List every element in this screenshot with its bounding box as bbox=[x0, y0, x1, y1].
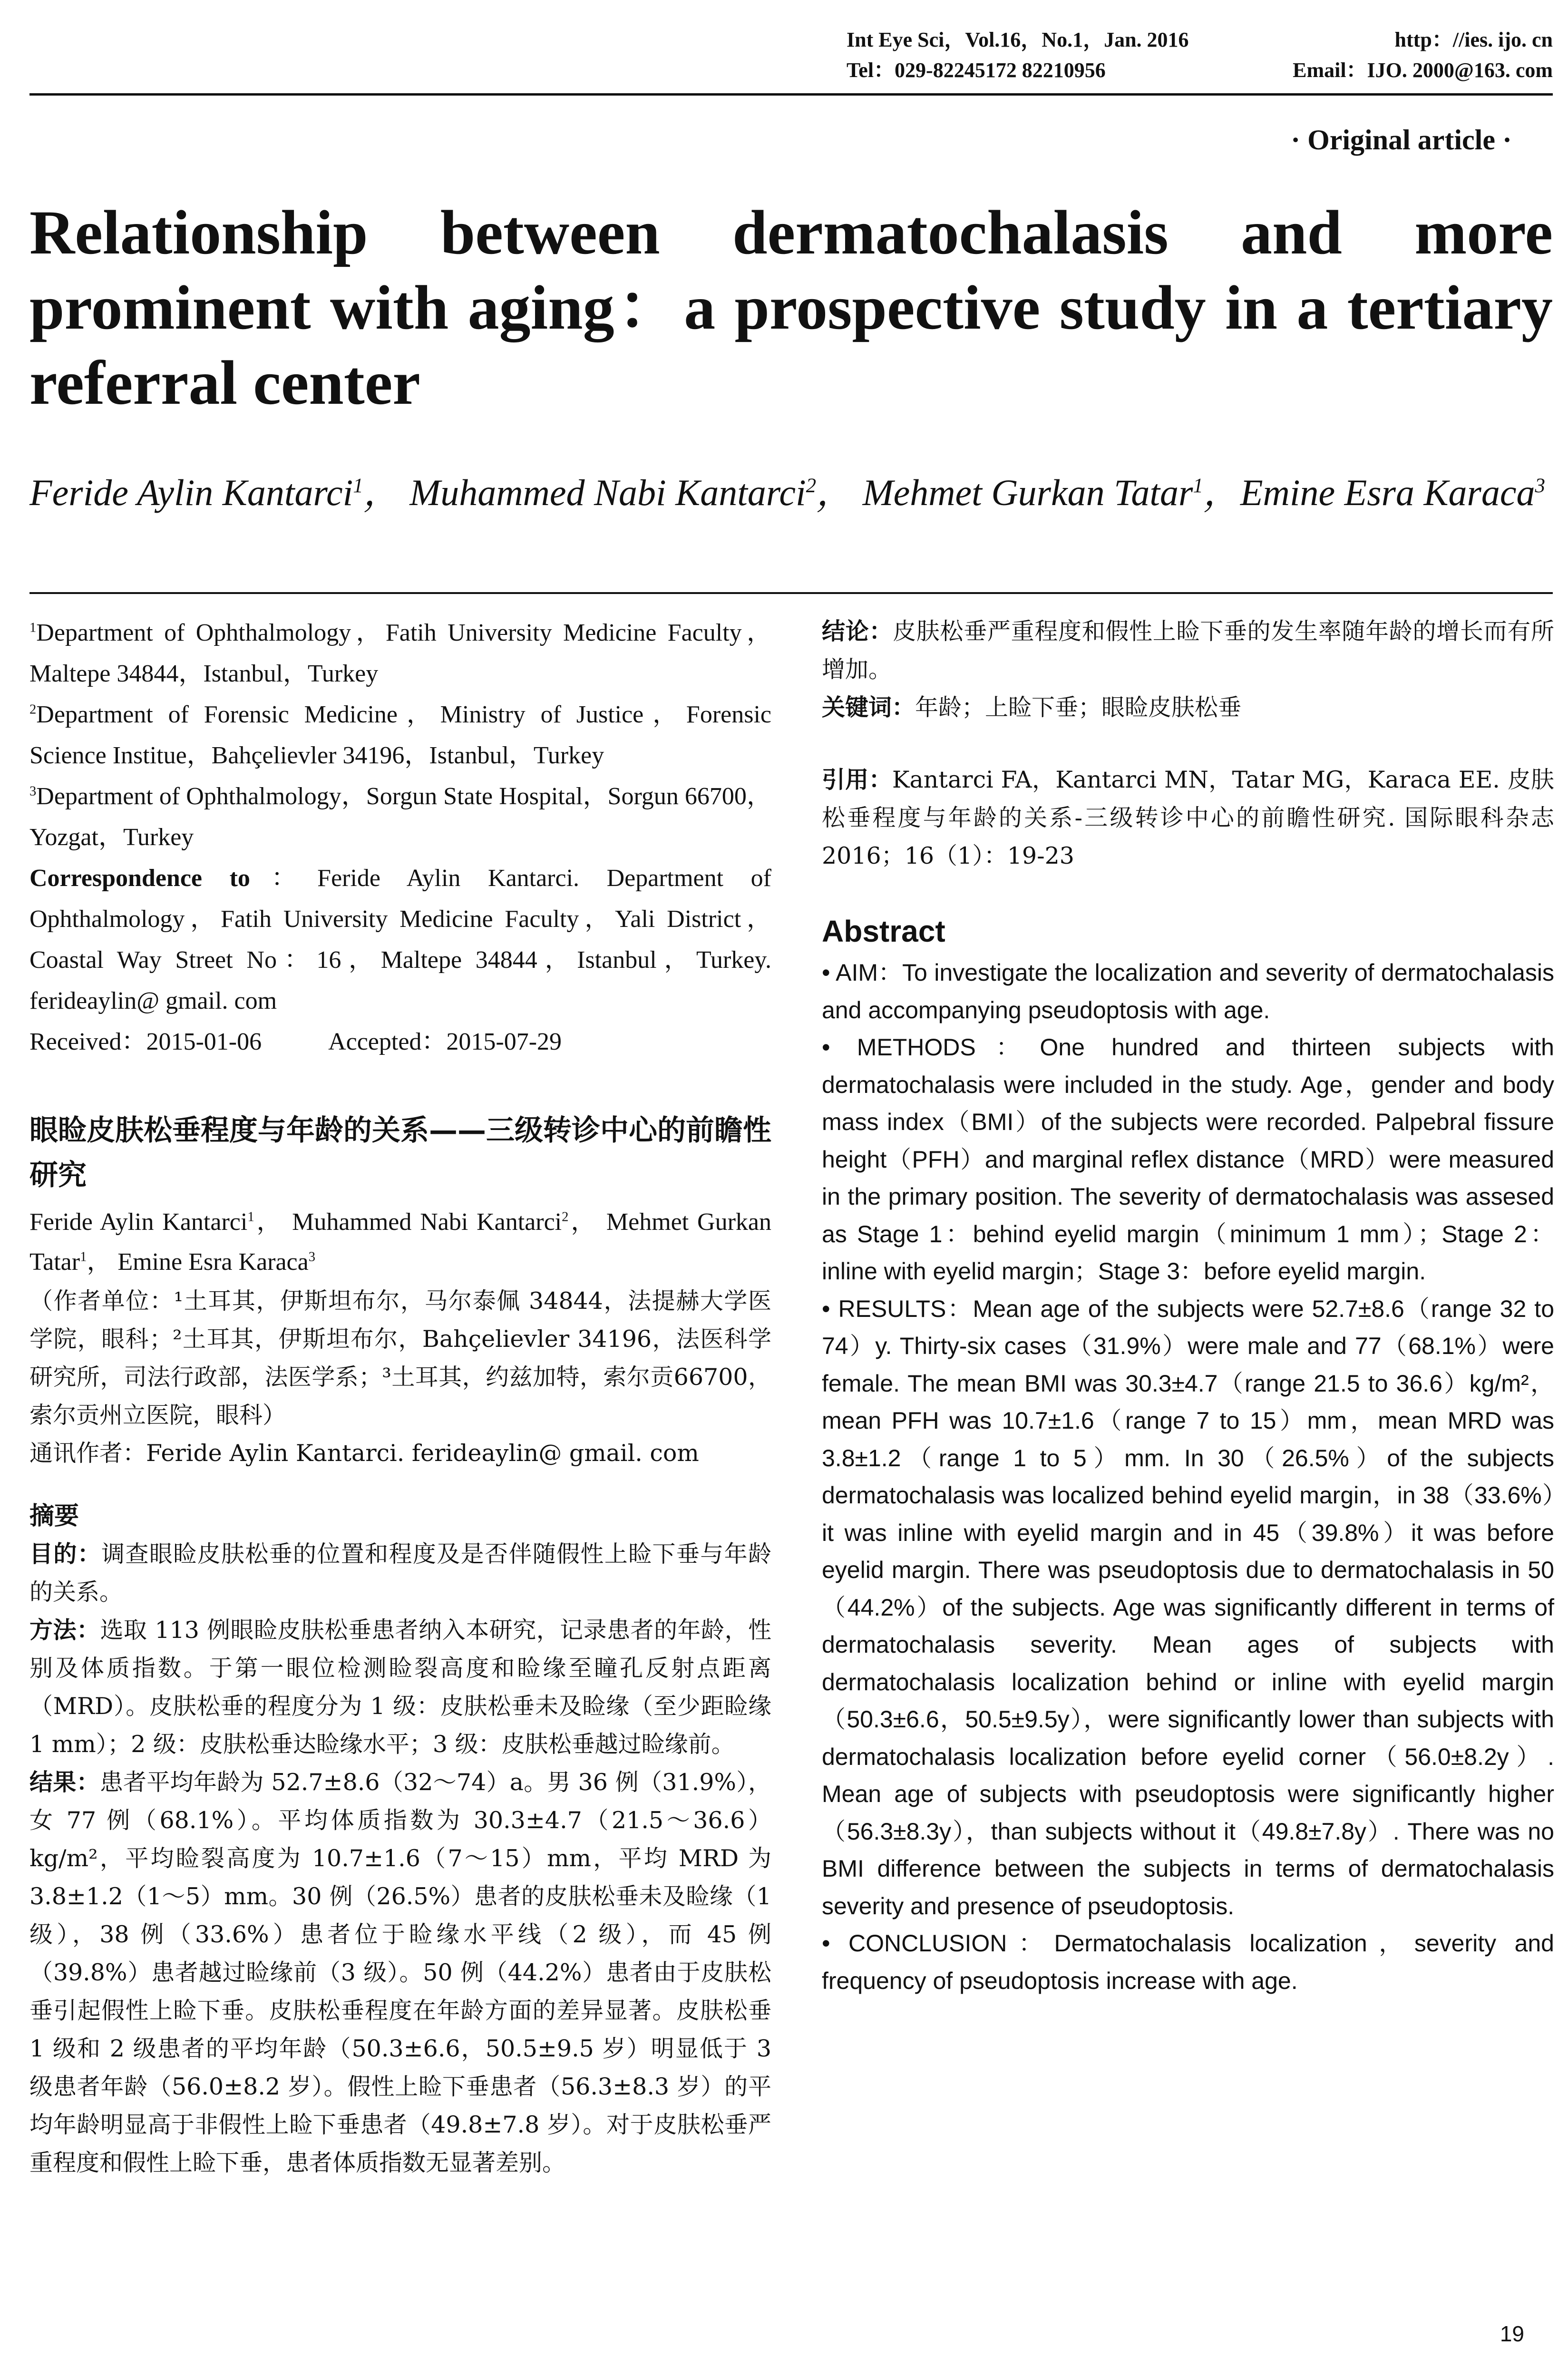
abstract-heading: Abstract bbox=[822, 914, 945, 948]
correspondence-label: Correspondence to bbox=[29, 865, 250, 892]
author-affiliation-mark: 1 bbox=[353, 475, 363, 497]
author-name: Muhammed Nabi Kantarci bbox=[292, 1208, 562, 1236]
affiliation-text: Department of Ophthalmology，Fatih University Medicine Faculty，Maltepe 34844，Istanbul，Turkey bbox=[29, 619, 771, 687]
author-name: Mehmet Gurkan Tatar bbox=[29, 1208, 771, 1276]
header-divider bbox=[29, 93, 1553, 96]
abstract-results bbox=[822, 1290, 1554, 1925]
chinese-keywords bbox=[822, 689, 1554, 727]
author-name: Feride Aylin Kantarci bbox=[29, 472, 353, 513]
chinese-results bbox=[29, 1763, 771, 2182]
section-label: 结果： bbox=[29, 1769, 100, 1796]
section-label: • METHODS： bbox=[822, 1034, 1040, 1061]
section-label: 目的： bbox=[29, 1540, 102, 1568]
author-name: Feride Aylin Kantarci bbox=[29, 1208, 248, 1236]
affiliation-text: Department of Forensic Medicine，Ministry of Justice，Forensic Science Institue，Bahçelievler 34196，Istanbul，Turkey bbox=[29, 701, 771, 769]
running-header bbox=[847, 25, 1553, 86]
section-text: 选取 113 例眼睑皮肤松垂患者纳入本研究，记录患者的年龄，性别及体质指数。于第一眼位检测睑裂高度和睑缘至瞳孔反射点距离（MRD）。皮肤松垂的程度分为 1 级：皮肤松垂未及睑缘（至少距睑缘 1 mm）；2 级：皮肤松垂达睑缘水平；3 级：皮肤松垂越过睑缘前。 bbox=[29, 1617, 771, 1758]
chinese-aim bbox=[29, 1535, 771, 1611]
abstract-conclusion bbox=[822, 1925, 1554, 1999]
section-label: • AIM： bbox=[822, 959, 903, 986]
author-name: Muhammed Nabi Kantarci bbox=[409, 472, 806, 513]
chinese-author-list bbox=[29, 1202, 771, 1282]
author-separator: ， bbox=[363, 472, 400, 513]
affiliation-number: 1 bbox=[29, 620, 37, 635]
affiliation-number: 2 bbox=[29, 702, 37, 717]
section-text: 患者平均年龄为 52.7±8.6（32～74）a。男 36 例（31.9%），女 77 例（68.1%）。平均体质指数为 30.3±4.7（21.5～36.6）kg/m²，平均睑裂高度为 10.7±1.6（7～15）mm，平均 MRD 为 3.8±1.2（1～5）mm。30 例（26.5%）患者的皮肤松垂未及睑缘（1 级），38 例（33.6%）患者位于睑缘水平线（2 级），而 45 例（39.8%）患者越过睑缘前（3 级）。50 例（44.2%）患者由于皮肤松垂引起假性上睑下垂。皮肤松垂程度在年龄方面的差异显著。皮肤松垂 1 级和 2 级患者的平均年龄（50.3±6.6，50.5±9.5 岁）明显低于 3 级患者年龄（56.0±8.2 岁）。假性上睑下垂患者（56.3±8.3 岁）的平均年龄明显高于非假性上睑下垂患者（49.8±7.8 岁）。对于皮肤松垂严重程度和假性上睑下垂，患者体质指数无显著差别。 bbox=[29, 1769, 771, 2176]
author-list bbox=[29, 466, 1553, 519]
section-text: Dermatochalasis localization，severity and frequency of pseudoptosis increase with age. bbox=[822, 1930, 1554, 1994]
article-title: Relationship between dermatochalasis and more prominent with aging：a prospective study in a tertiary referral center bbox=[29, 197, 1553, 418]
article-dates bbox=[29, 1022, 771, 1062]
abstract-aim bbox=[822, 954, 1554, 1029]
abstract-methods bbox=[822, 1029, 1554, 1290]
correspondence bbox=[29, 858, 771, 1022]
section-label: 方法： bbox=[29, 1617, 100, 1644]
left-column bbox=[29, 613, 771, 2182]
section-text: 调查眼睑皮肤松垂的位置和程度及是否伴随假性上睑下垂与年龄的关系。 bbox=[29, 1540, 771, 1606]
page-number: 19 bbox=[1500, 2321, 1524, 2346]
chinese-conclusion bbox=[822, 613, 1554, 689]
affiliation-2 bbox=[29, 694, 771, 776]
journal-telephone: Tel：029-82245172 82210956 bbox=[847, 58, 1106, 82]
article-type-label: · Original article · bbox=[1291, 124, 1512, 156]
author-affiliation-mark: 2 bbox=[562, 1209, 569, 1225]
section-text: One hundred and thirteen subjects with dermatochalasis were included in the study. Age，gender and body mass index（BMI）of the subjects were recorded. Palpebral fissure height（PFH）and marginal reflex distance（MRD）were measured in the primary position. The severity of dermatochalasis was assesed as Stage 1：behind eyelid margin（minimum 1 mm）；Stage 2：inline with eyelid margin；Stage 3：before eyelid margin. bbox=[822, 1034, 1554, 1285]
section-label: • RESULTS： bbox=[822, 1295, 973, 1322]
author-separator: ， bbox=[254, 1208, 284, 1236]
author-affiliation-mark: 1 bbox=[80, 1249, 87, 1265]
author-separator: ， bbox=[568, 1208, 598, 1236]
chinese-citation bbox=[822, 761, 1554, 875]
journal-url[interactable]: http：//ies. ijo. cn bbox=[1394, 28, 1553, 51]
chinese-correspondence: 通讯作者：Feride Aylin Kantarci. ferideaylin@ gmail. com bbox=[29, 1440, 699, 1467]
author-affiliation-mark: 3 bbox=[1535, 475, 1545, 497]
journal-citation: Int Eye Sci，Vol.16，No.1，Jan. 2016 bbox=[847, 28, 1189, 51]
affiliation-number: 3 bbox=[29, 784, 37, 799]
section-text: Mean age of the subjects were 52.7±8.6（range 32 to 74）y. Thirty-six cases（31.9%）were male and 77（68.1%）were female. The mean BMI was 30.3±4.7（range 21.5 to 36.6）kg/m²，mean PFH was 10.7±1.6（range 7 to 15）mm，mean MRD was 3.8±1.2（range 1 to 5）mm. In 30（26.5%）of the subjects dermatochalasis was localized behind eyelid margin，in 38（33.6%）it was inline with eyelid margin and in 45（39.8%）it was before eyelid margin. There was pseudoptosis due to dermatochalasis in 50（44.2%）of the subjects. Age was significantly different in terms of dermatochalasis severity. Mean ages of subjects with dermatochalasis localization behind or inline with eyelid margin（50.3±6.6，50.5±9.5y），were significantly lower than subjects with dermatochalasis localization before eyelid corner（56.0±8.2y）. Mean age of subjects with pseudoptosis were significantly higher（56.3±8.3y），than subjects without it（49.8±7.8y）. There was no BMI difference between the subjects in terms of dermatochalasis severity and presence of pseudoptosis. bbox=[822, 1295, 1554, 1919]
journal-email[interactable]: Email：IJO. 2000@163. com bbox=[1293, 58, 1553, 82]
author-separator: ， bbox=[816, 472, 854, 513]
chinese-affiliation: （作者单位：¹土耳其，伊斯坦布尔，马尔泰佩 34844，法提赫大学医学院，眼科；²土耳其，伊斯坦布尔，Bahçelievler 34196，法医科学研究所，司法行政部，法医学系；³土耳其，约兹加特，索尔贡66700，索尔贡州立医院，眼科） bbox=[29, 1287, 771, 1429]
correspondence-text: ：Feride Aylin Kantarci. Department of Ophthalmology，Fatih University Medicine Faculty，Yali District，Coastal Way Street No：16，Maltepe 34844，Istanbul，Turkey. ferideaylin@ gmail. com bbox=[29, 865, 772, 1014]
accepted-date: Accepted：2015-07-29 bbox=[328, 1028, 562, 1055]
section-label: 结论： bbox=[822, 618, 893, 645]
affiliation-3 bbox=[29, 776, 771, 858]
section-label: 关键词： bbox=[822, 694, 915, 721]
author-affiliation-mark: 2 bbox=[806, 475, 817, 497]
section-text: To investigate the localization and severity of dermatochalasis and accompanying pseudoptosis with age. bbox=[822, 959, 1554, 1023]
section-divider bbox=[29, 592, 1553, 594]
author-affiliation-mark: 1 bbox=[1193, 475, 1203, 497]
received-date: Received：2015-01-06 bbox=[29, 1028, 262, 1055]
author-name: Emine Esra Karaca bbox=[1240, 472, 1535, 513]
section-text: 皮肤松垂严重程度和假性上睑下垂的发生率随年龄的增长而有所增加。 bbox=[822, 618, 1554, 683]
author-separator: ， bbox=[87, 1248, 112, 1276]
author-name: Emine Esra Karaca bbox=[117, 1248, 309, 1276]
author-separator: ， bbox=[1203, 472, 1240, 513]
chinese-abstract-heading: 摘要 bbox=[29, 1502, 79, 1530]
affiliation-1 bbox=[29, 613, 771, 694]
author-name: Mehmet Gurkan Tatar bbox=[862, 472, 1193, 513]
author-affiliation-mark: 3 bbox=[308, 1249, 315, 1265]
chinese-title: 眼睑皮肤松垂程度与年龄的关系——三级转诊中心的前瞻性研究 bbox=[29, 1114, 771, 1192]
section-text: Kantarci FA，Kantarci MN，Tatar MG，Karaca EE. 皮肤松垂程度与年龄的关系-三级转诊中心的前瞻性研究. 国际眼科杂志 2016；16（1）：19-23 bbox=[822, 766, 1554, 869]
chinese-methods bbox=[29, 1611, 771, 1763]
section-text: 年龄；上睑下垂；眼睑皮肤松垂 bbox=[915, 694, 1242, 721]
section-label: 引用： bbox=[822, 766, 892, 793]
author-affiliation-mark: 1 bbox=[247, 1209, 254, 1225]
section-label: • CONCLUSION： bbox=[822, 1930, 1054, 1957]
affiliation-text: Department of Ophthalmology，Sorgun State Hospital，Sorgun 66700，Yozgat，Turkey bbox=[29, 783, 772, 851]
right-column bbox=[822, 613, 1554, 1999]
